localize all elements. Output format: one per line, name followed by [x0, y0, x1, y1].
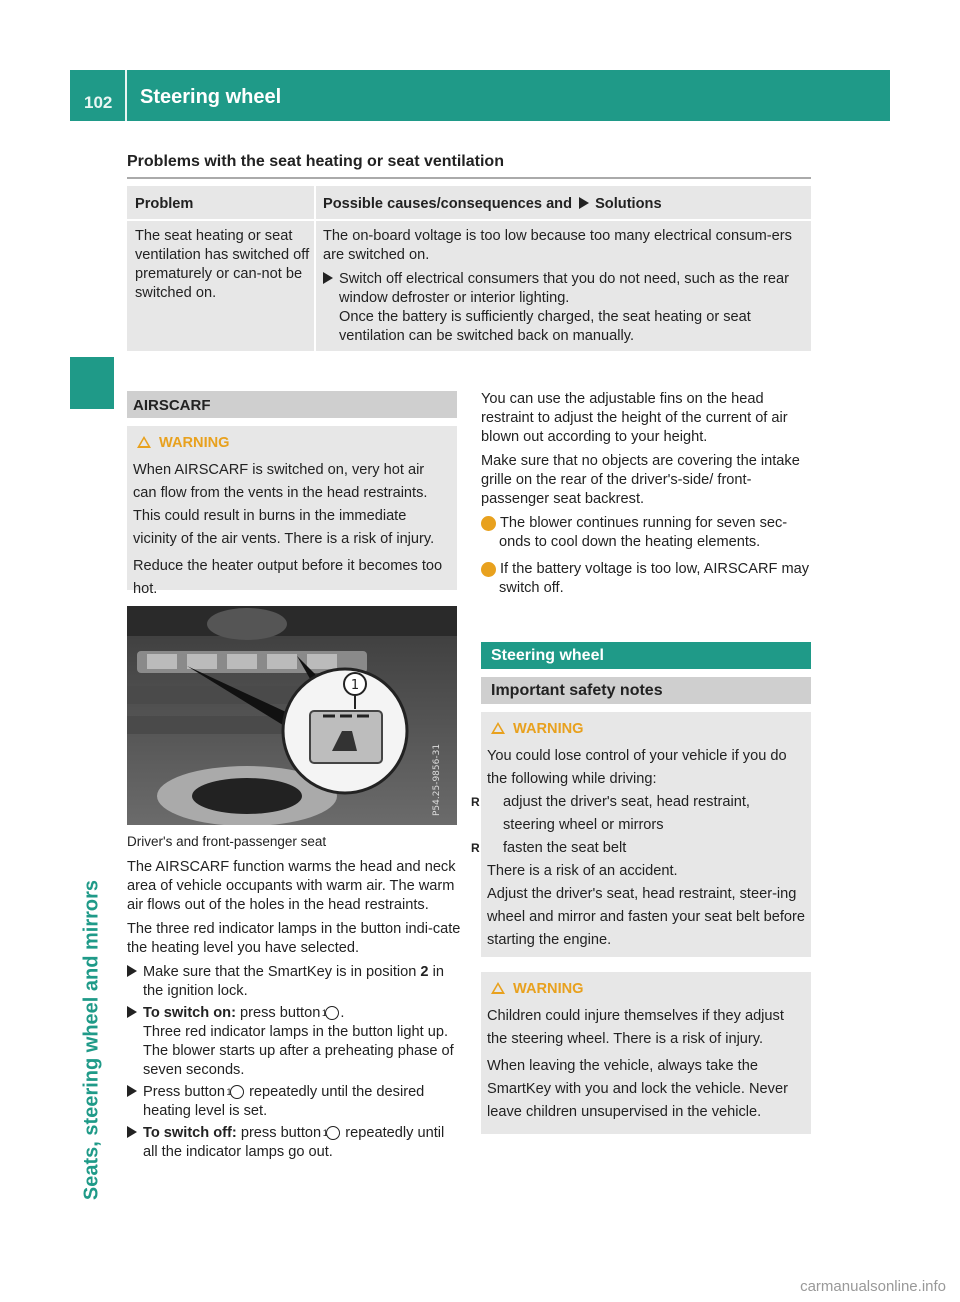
steering-warning-box-2: WARNING Children could injure themselves if they adjust the steering wheel. There is a risk of injury. When leaving the vehicle, always take the SmartKey with you and lock the vehicle. Never leave children unsupervised in the vehicle. — [481, 972, 811, 1134]
step-3: Press button 1 repeatedly until the desired heating level is set. — [127, 1083, 462, 1121]
airscarf-button-photo — [127, 606, 457, 825]
heading-rule — [127, 177, 811, 179]
button-ref-icon: 1 — [326, 1126, 340, 1140]
page-header — [70, 70, 890, 121]
button-ref-icon: 1 — [325, 1006, 339, 1020]
chapter-title: Steering wheel — [140, 86, 282, 108]
column-header-solution: Possible causes/consequences and Solutions — [323, 196, 662, 212]
warning-title: WARNING — [487, 720, 805, 739]
header-divider — [125, 70, 127, 121]
info-note-1: i The blower continues running for seven sec-onds to cool down the heating elements. — [477, 515, 788, 550]
arrow-icon — [127, 1126, 137, 1138]
bullet-item: R adjust the driver's seat, head restraint, steering wheel or mirrors — [487, 791, 805, 837]
table-cell-solution — [323, 227, 807, 346]
solution-followup: Once the battery is sufficiently charged, the seat heating or seat ventilation can be switched back on manually. — [339, 309, 751, 344]
button-ref-icon: 1 — [230, 1085, 244, 1099]
photo-caption: Driver's and front-passenger seat — [127, 834, 327, 849]
info-icon: i — [481, 516, 496, 531]
solution-step: Switch off electrical consumers that you do not need, such as the rear window defroster or interior lighting. — [323, 270, 807, 308]
arrow-icon — [127, 1085, 137, 1097]
safety-notes-heading: Important safety notes — [481, 677, 811, 704]
warning-triangle-icon — [491, 982, 505, 994]
warning-title: WARNING — [487, 980, 805, 999]
steering-wheel-heading: Steering wheel — [481, 642, 811, 669]
warning-title: WARNING — [133, 434, 451, 453]
image-code: P54.25-9856-31 — [432, 743, 442, 816]
arrow-icon — [127, 1006, 137, 1018]
console-illustration — [127, 606, 457, 825]
step-1: Make sure that the SmartKey is in position 2 in the ignition lock. — [127, 963, 462, 1001]
step-2: To switch on: press button 1 . — [127, 1004, 462, 1023]
step-4: To switch off: press button 1 repeatedly until all the indicator lamps go out. — [127, 1124, 462, 1162]
section-tab — [70, 357, 114, 409]
warning-text: When AIRSCARF is switched on, very hot air can flow from the vents in the head restraints. This could result in burns in the immediate vicinity of the air vents. There is a risk of injury. — [133, 462, 435, 547]
warning-triangle-icon — [137, 436, 151, 448]
callout-number: 1 — [350, 678, 360, 693]
page-number: 102 — [84, 93, 113, 112]
column-header-problem: Problem — [135, 196, 194, 212]
warning-triangle-icon — [491, 722, 505, 734]
footer-watermark: carmanualsonline.info — [800, 1278, 946, 1295]
arrow-icon — [323, 272, 333, 284]
bullet-item: R fasten the seat belt — [487, 837, 805, 860]
section-label: Seats, steering wheel and mirrors — [80, 879, 103, 1201]
steering-warning-box-1: WARNING You could lose control of your vehicle if you do the following while driving: R adjust the driver's seat, head restraint, steering wheel or mirrors R fasten the seat belt There is a risk of an accident. Adjust the driver's seat, head restraint, steer-ing wheel and mirror and fasten your seat belt before starting the engine. — [481, 712, 811, 957]
problem-table — [127, 186, 811, 351]
cause-text: The on-board voltage is too low because too many electrical consum-ers are switched on. — [323, 228, 792, 263]
info-note-2: i If the battery voltage is too low, AIRSCARF may switch off. — [477, 561, 810, 596]
airscarf-instructions: The AIRSCARF function warms the head and neck area of vehicle occupants with warm air. The warm air flows out of the holes in the head restraints. The three red indicator lamps in the button indi-cate the heating level you have selected. Make sure that the SmartKey is in position 2 in the ignition lock. To switch on: press button 1 . Three red indicator lamps in the button light up. The blower starts up after a preheating phase of seven seconds. Press button 1 repeatedly until the desired heating level is set. To switch off: press button 1 repeatedly until all the indicator lamps go out. — [127, 859, 461, 1160]
arrow-icon — [127, 965, 137, 977]
table-cell-problem: The seat heating or seat ventilation has switched off prematurely or can-not be switched on. — [135, 228, 310, 301]
airscarf-warning-box — [127, 426, 457, 597]
arrow-icon — [579, 197, 589, 209]
problems-heading: Problems with the seat heating or seat ventilation — [127, 153, 504, 170]
airscarf-heading: AIRSCARF — [127, 391, 457, 418]
airscarf-right-text: You can use the adjustable fins on the head restraint to adjust the height of the current of air blown out according to your height. Make sure that no objects are covering the intake grille on the rear of the driver's-side/ front-passenger seat backrest. i The blower continues running for seven sec-onds to cool down the heating elements. i If the battery voltage is too low, AIRSCARF may switch off. — [481, 390, 813, 603]
info-icon: i — [481, 562, 496, 577]
warning-action: Reduce the heater output before it becomes too hot. — [133, 558, 443, 597]
